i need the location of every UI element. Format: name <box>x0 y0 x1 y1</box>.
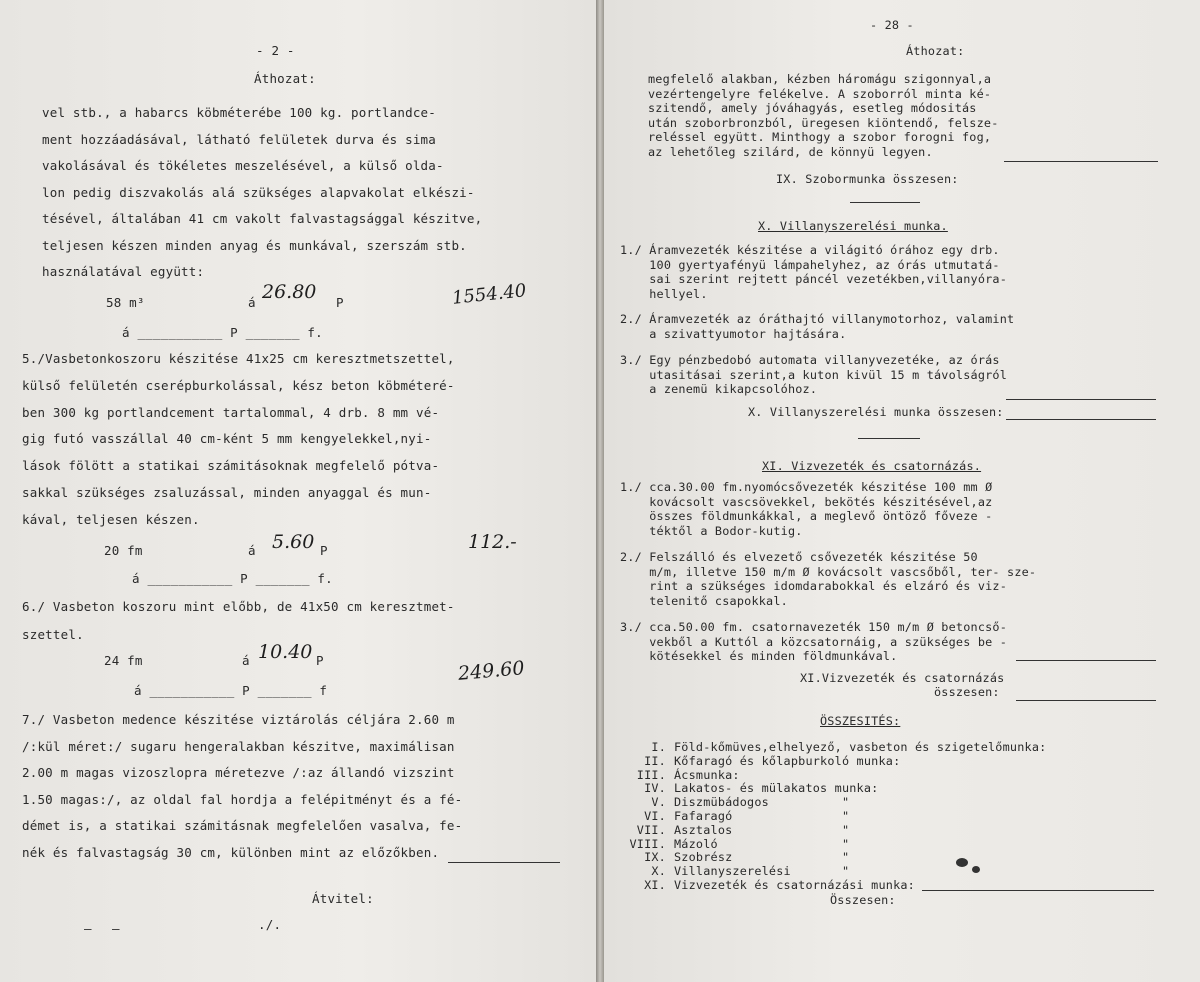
text-line: nék és falvastagság 30 cm, különben mint az előzőkben. <box>22 844 440 860</box>
text-line: reléssel együtt. Minthogy a szobor forogni fog, <box>648 130 992 144</box>
item4-unit-p: P <box>336 295 344 310</box>
footer-dash-1: — <box>84 921 92 936</box>
item5-unit-a: á <box>248 543 256 558</box>
sec11-rule-1 <box>1016 660 1156 661</box>
item5-price-line: á ___________ P _______ f. <box>132 571 333 586</box>
summary-row-number: II. <box>644 753 666 768</box>
item4-total-amount: 1554.40 <box>451 280 528 309</box>
carry-over-label: Átvitel: <box>312 891 374 906</box>
sec10-rule-1 <box>1006 399 1156 400</box>
summary-row-label: Föld-kőmüves,elhelyező, vasbeton és szigetelőmunka: <box>674 740 1047 754</box>
summary-row-ditto: " <box>842 836 850 851</box>
summary-row-label: Mázoló <box>674 836 718 851</box>
sec11-item-line: 2./ Felszálló és elvezető csővezeték készitése 50 <box>620 550 978 564</box>
text-line: gig futó vasszállal 40 cm-ként 5 mm kengyelekkel,nyi- <box>22 431 432 447</box>
text-line: 6./ Vasbeton koszoru mint előbb, de 41x50 cm keresztmet- <box>22 599 455 614</box>
sec11-item-line: kovácsolt vascsövekkel, bekötés készitésével,az <box>620 494 993 509</box>
summary-row-ditto: " <box>842 809 850 823</box>
summary-total-rule <box>922 890 1154 891</box>
sec11-title: XI. Vizvezeték és csatornázás. <box>762 459 982 473</box>
sec10-item-line: 1./ Áramvezeték készitése a világitó órához egy drb. <box>620 243 1000 257</box>
summary-row-label: Lakatos- és mülakatos munka: <box>674 781 879 796</box>
text-line: vezértengelyre felékelve. A szoborról minta ké- <box>648 86 992 101</box>
footer-mark: ./. <box>258 917 282 932</box>
text-line: 7./ Vasbeton medence készitése viztárolás céljára 2.60 m <box>22 712 455 727</box>
summary-row-ditto: " <box>842 822 850 837</box>
item7-total-rule <box>448 862 560 863</box>
summary-row-number: IV. <box>644 781 666 796</box>
text-line: vel stb., a habarcs köbméterébe 100 kg. portlandce- <box>42 105 437 120</box>
item6-total-amount: 249.60 <box>457 657 526 685</box>
sec10-item-line: 100 gyertyafényü lámpahelyhez, az órás utmutatá- <box>620 257 1000 272</box>
summary-row-label: Fafaragó <box>674 809 733 823</box>
item5-total-amount: 112.- <box>468 531 517 553</box>
sec11-item-line: telenitő csapokkal. <box>620 593 788 608</box>
page-number: - 2 - <box>256 43 295 58</box>
text-line: vakolásával és tökéletes meszelésével, a külső olda- <box>42 158 444 173</box>
page-gutter <box>596 0 604 982</box>
item6-unit-a: á <box>242 653 250 668</box>
page-number: - 28 - <box>870 18 914 32</box>
item6-price-line: á ___________ P _______ f <box>134 683 328 698</box>
text-line: /:kül méret:/ sugaru hengeralakban készitve, maximálisan <box>22 738 455 754</box>
sec10-item-line: 3./ Egy pénzbedobó automata villanyvezetéke, az órás <box>620 353 1000 367</box>
sec11-item-line: téktől a Bodor-kutig. <box>620 523 803 538</box>
summary-row-ditto: " <box>842 795 850 810</box>
sec10-item-line: a szivattyumotor hajtására. <box>620 326 847 341</box>
ink-blot <box>972 866 980 873</box>
item4-unit-price: 26.80 <box>262 281 317 303</box>
text-line: szettel. <box>22 627 84 642</box>
summary-row-label: Szobrész <box>674 850 733 865</box>
sec11-item-line: 3./ cca.50.00 fm. csatornavezeték 150 m/m Ø betoncső- <box>620 620 1008 634</box>
summary-row-number: IX. <box>644 850 666 865</box>
text-line: használatával együtt: <box>42 264 205 279</box>
summary-row-ditto: " <box>842 864 850 879</box>
sec10-item-line: utasitásai szerint,a kuton kivül 15 m távolságról <box>620 367 1008 382</box>
sec10-item-line: 2./ Áramvezeték az óráthajtó villanymotorhoz, valamint <box>620 312 1015 326</box>
summary-row-ditto: " <box>842 850 850 865</box>
summary-title: ÖSSZESITÉS: <box>820 714 901 728</box>
right-page <box>604 0 1200 982</box>
text-line: ben 300 kg portlandcement tartalommal, 4 drb. 8 mm vé- <box>22 404 440 420</box>
sec10-divider <box>858 438 920 439</box>
sec11-item-line: kötésekkel és minden földmunkával. <box>620 649 898 663</box>
item5-quantity: 20 fm <box>104 543 143 558</box>
sec11-total-label-2: összesen: <box>934 685 1000 699</box>
item6-quantity: 24 fm <box>104 653 143 668</box>
summary-row-label: Kőfaragó és kőlapburkoló munka: <box>674 753 901 768</box>
footer-dash-2: — <box>112 921 120 936</box>
sec10-title: X. Villanyszerelési munka. <box>758 219 948 233</box>
text-line: ment hozzáadásával, látható felületek durva és sima <box>42 131 437 147</box>
sec11-item-line: vekből a Kuttól a közcsatornáig, a szükséges be - <box>620 634 1008 649</box>
summary-row-label: Vizvezeték és csatornázási munka: <box>674 878 915 892</box>
summary-row-number: XI. <box>644 878 666 892</box>
summary-row-number: III. <box>636 767 666 782</box>
carried-forward-heading: Áthozat: <box>906 44 965 58</box>
sec10-item-line: a zenemü kikapcsolóhoz. <box>620 382 818 396</box>
sec10-rule-2 <box>1006 419 1156 420</box>
text-line: tésével, általában 41 cm vakolt falvastagsággal készitve, <box>42 211 483 226</box>
summary-row-number: I. <box>651 740 666 754</box>
sec11-rule-2 <box>1016 700 1156 701</box>
text-line: 5./Vasbetonkoszoru készitése 41x25 cm keresztmetszettel, <box>22 351 455 366</box>
sec10-item-line: hellyel. <box>620 286 708 301</box>
summary-row-number: VIII. <box>629 836 666 851</box>
text-line: 2.00 m magas vizoszlopra méretezve /:az állandó vizszint <box>22 765 455 780</box>
text-line: 1.50 magas:/, az oldal fal hordja a felépitményt és a fé- <box>22 791 463 807</box>
sec9-rule <box>1004 161 1158 162</box>
summary-total-label: Összesen: <box>830 893 896 907</box>
text-line: lon pedig diszvakolás alá szükséges alapvakolat elkészi- <box>42 184 475 200</box>
summary-row-label: Villanyszerelési <box>674 864 791 879</box>
text-line: szitendő, amely jóváhagyás, esetleg módositás <box>648 101 977 115</box>
text-line: teljesen készen minden anyag és munkával, szerszám stb. <box>42 237 467 253</box>
item5-unit-p: P <box>320 543 328 558</box>
sec10-total-label: X. Villanyszerelési munka összesen: <box>748 405 1004 419</box>
item6-unit-price: 10.40 <box>258 641 313 663</box>
summary-row-label: Asztalos <box>674 822 733 837</box>
sec9-total-label: IX. Szobormunka összesen: <box>776 172 959 186</box>
text-line: az lehetőleg szilárd, de könnyü legyen. <box>648 144 933 159</box>
sec11-item-line: összes földmunkákkal, a meglevő öntöző fővezе - <box>620 509 993 523</box>
sec11-total-label-1: XI.Vizvezeték és csatornázás <box>800 671 1005 685</box>
ink-blot <box>956 858 968 867</box>
sec11-item-line: rint a szükséges idomdarabokkal és elzáró és viz- <box>620 579 1008 593</box>
item5-unit-price: 5.60 <box>272 531 315 553</box>
left-page <box>0 0 596 982</box>
item4-unit-a: á <box>248 295 256 310</box>
summary-row-number: V. <box>651 795 666 810</box>
item6-unit-p: P <box>316 653 324 668</box>
summary-row-label: Ácsmunka: <box>674 767 740 782</box>
sec9-divider <box>850 202 920 203</box>
sec11-item-line: 1./ cca.30.00 fm.nyomócsővezeték készitése 100 mm Ø <box>620 480 993 494</box>
item4-quantity: 58 m³ <box>106 295 145 310</box>
text-line: sakkal szükséges zsaluzással, minden anyaggal és mun- <box>22 485 432 500</box>
summary-row-number: X. <box>651 864 666 879</box>
sec11-item-line: m/m, illetve 150 m/m Ø kovácsolt vascsőből, ter- sze- <box>620 564 1037 579</box>
text-line: után szoborbronzból, üregesen kiöntendő, felsze- <box>648 115 999 130</box>
item4-price-line: á ___________ P _______ f. <box>122 325 323 340</box>
text-line: kával, teljesen készen. <box>22 511 200 527</box>
text-line: külső felületén cserépburkolással, kész beton köbméteré- <box>22 377 455 393</box>
summary-row-label: Diszmübádogos <box>674 795 769 810</box>
summary-row-number: VI. <box>644 809 666 823</box>
summary-row-number: VII. <box>636 822 666 837</box>
sec10-item-line: sai szerint rejtett páncél vezetékben,villanyóra- <box>620 272 1008 286</box>
text-line: megfelelő alakban, kézben háromágu szigonnyal,a <box>648 72 992 86</box>
carried-forward-heading: Áthozat: <box>254 71 316 86</box>
text-line: lások fölött a statikai számitásoknak megfelelő pótva- <box>22 458 440 474</box>
text-line: démet is, a statikai számitásnak megfelelően vasalva, fe- <box>22 818 463 833</box>
